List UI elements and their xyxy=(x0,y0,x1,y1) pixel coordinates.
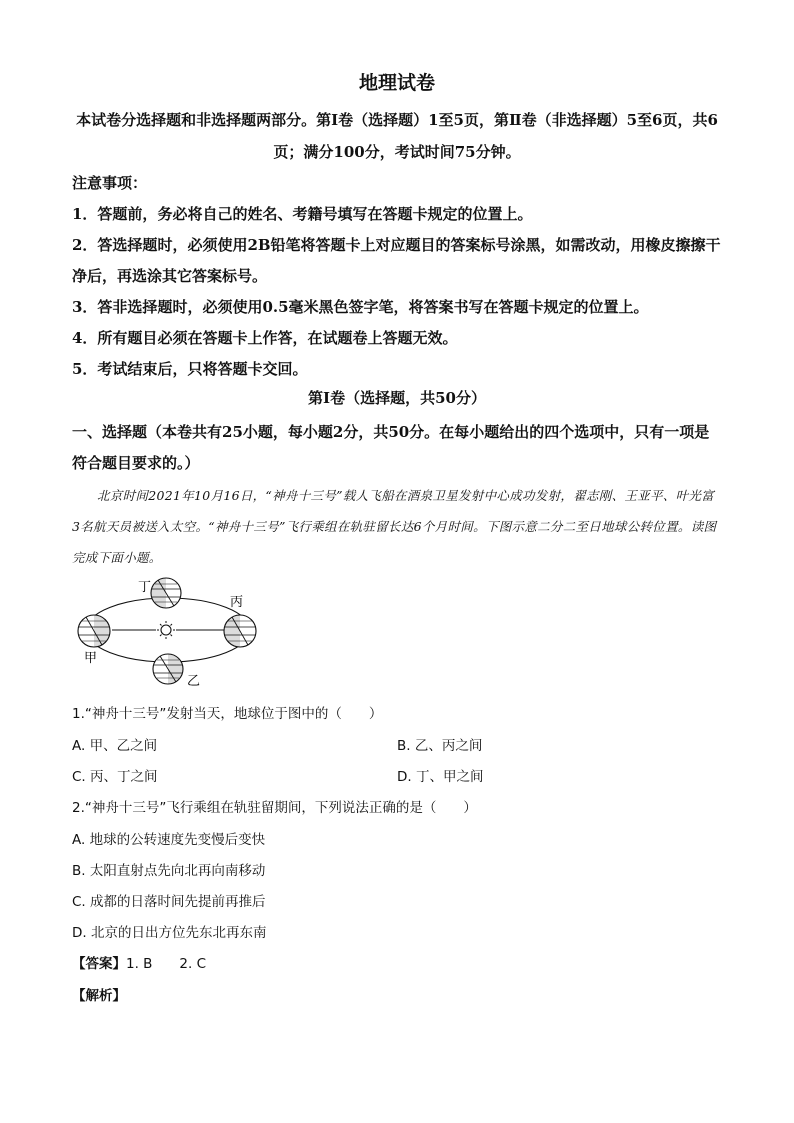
note-item: 5．考试结束后，只将答题卡交回。 xyxy=(72,360,308,378)
answer-line xyxy=(72,952,206,972)
section-heading: 一、选择题（本卷共有25小题，每小题2分，共50分。在每小题给出的四个选项中，只有一项是符合题目要求的。） xyxy=(72,423,710,472)
analysis-line xyxy=(72,984,126,1004)
note-item: 3．答非选择题时，必须使用0.5毫米黑色签字笔，将答案书写在答题卡规定的位置上。 xyxy=(72,298,649,316)
note-item: 4．所有题目必须在答题卡上作答，在试题卷上答题无效。 xyxy=(72,329,458,347)
question-1-option-c: C. 丙、丁之间 xyxy=(72,769,158,785)
sun-icon xyxy=(157,621,175,639)
note-item: 1．答题前，务必将自己的姓名、考籍号填写在答题卡规定的位置上。 xyxy=(72,205,533,223)
page-title: 地理试卷 xyxy=(358,72,435,94)
label-yi: 乙 xyxy=(187,674,201,689)
answer-text: 1. B 2. C xyxy=(126,956,207,972)
answer-label: 【答案】 xyxy=(72,956,126,972)
question-2-option-b: B. 太阳直射点先向北再向南移动 xyxy=(72,863,266,879)
label-ding: 丁 xyxy=(138,580,152,595)
earth-orbit-diagram xyxy=(72,575,272,690)
question-2-option-a: A. 地球的公转速度先变慢后变快 xyxy=(72,832,266,848)
label-jia: 甲 xyxy=(84,651,98,666)
earth-bing-icon xyxy=(224,615,256,647)
analysis-label: 【解析】 xyxy=(72,988,126,1004)
earth-ding-icon xyxy=(151,578,181,608)
question-2-option-d: D. 北京的日出方位先东北再东南 xyxy=(72,925,267,941)
section-title: 第Ⅰ卷（选择题，共50分） xyxy=(308,389,486,407)
question-1-stem: 1.“神舟十三号”发射当天，地球位于图中的（ ） xyxy=(72,706,383,722)
note-item: 2．答选择题时，必须使用2B铅笔将答题卡上对应题目的答案标号涂黑，如需改动，用橡皮擦擦干净后，再选涂其它答案标号。 xyxy=(72,236,721,285)
earth-jia-icon xyxy=(78,615,110,647)
notes-heading: 注意事项： xyxy=(72,174,148,192)
question-1-option-b: B. 乙、丙之间 xyxy=(397,738,483,754)
question-1-option-a: A. 甲、乙之间 xyxy=(72,738,158,754)
notes-section xyxy=(72,168,722,385)
reading-passage: 北京时间2021年10月16日，“神舟十三号”载人飞船在酒泉卫星发射中心成功发射，翟志刚、王亚平、叶光富3名航天员被送入太空。“神舟十三号”飞行乘组在轨驻留长达6个月时间。下图示意二分二至日地球公转位置。读图完成下面小题。 xyxy=(72,488,717,565)
question-2-option-c: C. 成都的日落时间先提前再推后 xyxy=(72,894,266,910)
question-2-stem: 2.“神舟十三号”飞行乘组在轨驻留期间，下列说法正确的是（ ） xyxy=(72,800,477,816)
exam-intro: 本试卷分选择题和非选择题两部分。第Ⅰ卷（选择题）1至5页，第Ⅱ卷（非选择题）5至6页，共6页；满分100分，考试时间75分钟。 xyxy=(76,111,718,161)
earth-yi-icon xyxy=(153,654,183,684)
question-1-option-d: D. 丁、甲之间 xyxy=(397,769,484,785)
label-bing: 丙 xyxy=(230,595,244,610)
